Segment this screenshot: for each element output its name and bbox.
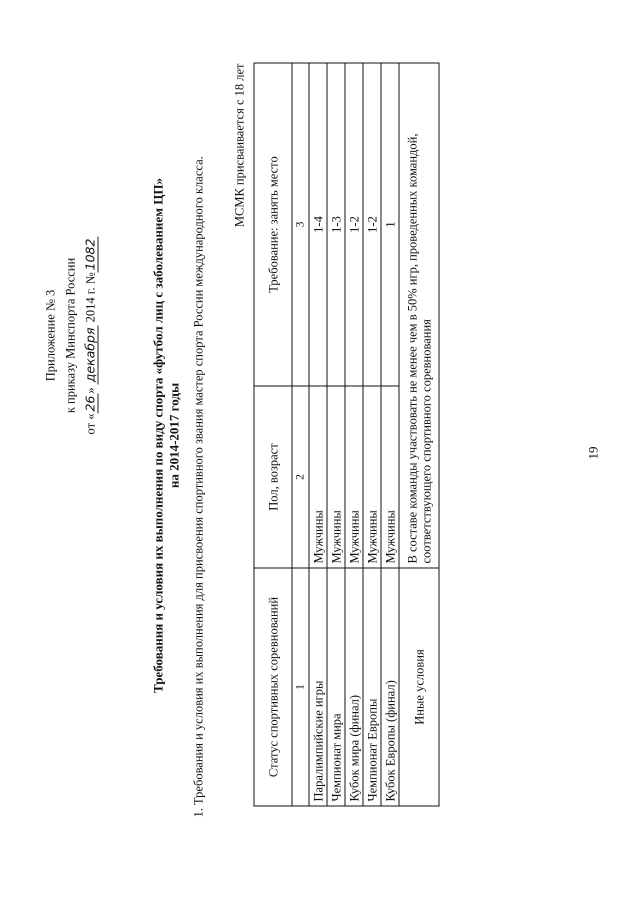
date-year: 2014 г. № xyxy=(83,271,97,322)
gender-cell: Мужчины xyxy=(345,386,363,568)
table-row xyxy=(345,63,363,806)
place-cell: 1-2 xyxy=(345,63,363,386)
appendix-title: Приложение № 3 xyxy=(43,289,57,381)
gender-cell: Мужчины xyxy=(327,386,345,568)
column-number: 1 xyxy=(292,568,309,806)
date-month: декабря xyxy=(82,327,97,382)
document-heading xyxy=(150,85,182,785)
place-cell: 1-2 xyxy=(363,63,381,386)
header-requirement: Требование: занять место xyxy=(254,63,292,386)
heading-line-2: на 2014-2017 годы xyxy=(166,382,181,488)
other-conditions-label: Иные условия xyxy=(399,568,439,806)
header-gender-age: Пол, возраст xyxy=(254,386,292,568)
intro-paragraph: 1. Требования и условия их выполнения для присвоения спортивного звания мастер спорта России международного класса. xyxy=(191,155,205,817)
table-row xyxy=(381,63,399,806)
table-row xyxy=(327,63,345,806)
other-conditions-row xyxy=(399,63,439,806)
header-status: Статус спортивных соревнований xyxy=(254,568,292,806)
other-conditions-text: В составе команды участвовать не менее чем в 50% игр, проведенных командой, соответствующего спортивного соревнования xyxy=(399,63,439,568)
requirements-table xyxy=(253,62,439,806)
date-prefix: от « xyxy=(83,413,97,434)
appendix-block xyxy=(40,235,100,435)
status-cell: Чемпионат Европы xyxy=(363,568,381,806)
status-note: МСМК присваивается с 18 лет xyxy=(232,63,246,227)
appendix-order-ref: к приказу Минспорта России xyxy=(63,257,77,413)
table-row xyxy=(363,63,381,806)
table-row xyxy=(309,63,327,806)
place-cell: 1-4 xyxy=(309,63,327,386)
column-number: 2 xyxy=(292,386,309,568)
page-number: 19 xyxy=(585,446,600,459)
place-cell: 1 xyxy=(381,63,399,386)
gender-cell: Мужчины xyxy=(363,386,381,568)
status-cell: Паралимпийские игры xyxy=(309,568,327,806)
date-day: 26 xyxy=(82,395,97,412)
appendix-date-line xyxy=(80,235,100,435)
order-number: 1082 xyxy=(82,238,97,270)
column-number: 3 xyxy=(292,63,309,386)
gender-cell: Мужчины xyxy=(309,386,327,568)
status-cell: Чемпионат мира xyxy=(327,568,345,806)
heading-line-1: Требования и условия их выполнения по виду спорта «футбол лиц с заболеванием ЦП» xyxy=(150,177,165,693)
date-mid: » xyxy=(83,386,97,394)
column-number-row xyxy=(292,63,309,806)
status-cell: Кубок мира (финал) xyxy=(345,568,363,806)
gender-cell: Мужчины xyxy=(381,386,399,568)
place-cell: 1-3 xyxy=(327,63,345,386)
status-cell: Кубок Европы (финал) xyxy=(381,568,399,806)
table-header-row xyxy=(254,63,292,806)
